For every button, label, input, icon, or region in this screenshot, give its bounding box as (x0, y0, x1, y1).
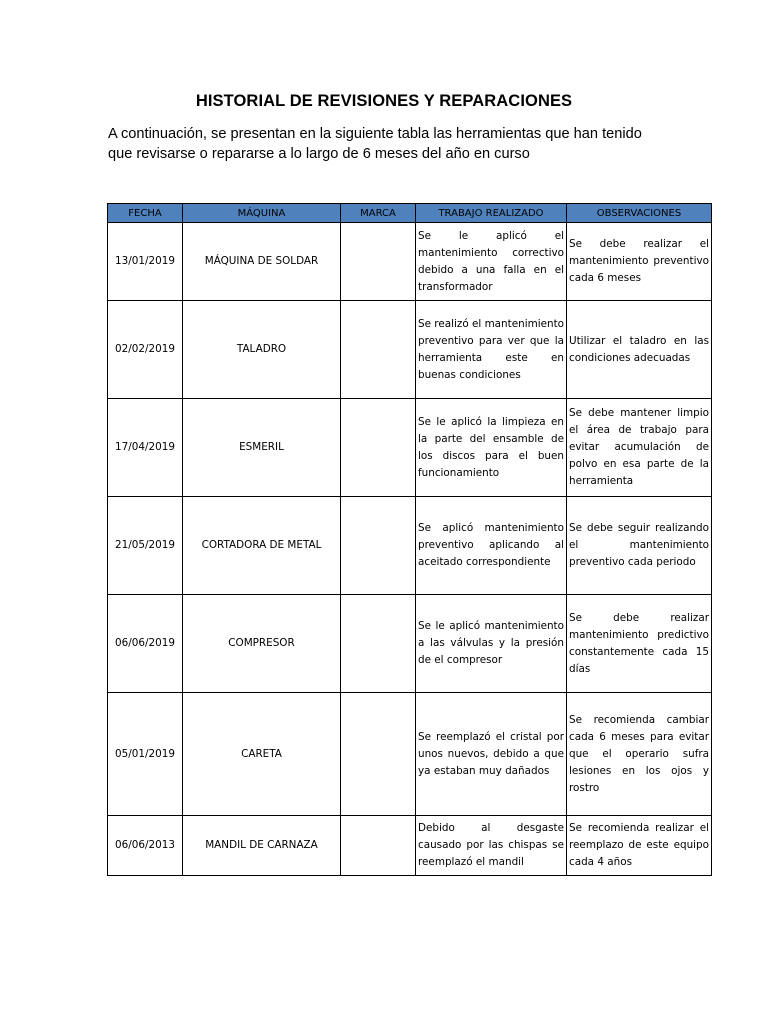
cell-trabajo: Se le aplicó la limpieza en la parte del ensamble de los discos para el buen funcionamiento (416, 399, 567, 497)
cell-marca (341, 399, 416, 497)
cell-maquina: MÁQUINA DE SOLDAR (183, 223, 341, 301)
cell-maquina: CORTADORA DE METAL (183, 497, 341, 595)
document-title: HISTORIAL DE REVISIONES Y REPARACIONES (195, 92, 573, 110)
cell-fecha: 17/04/2019 (108, 399, 183, 497)
intro-paragraph (108, 124, 708, 164)
table-row (108, 399, 712, 497)
cell-trabajo: Se le aplicó mantenimiento a las válvulas y la presión de el compresor (416, 595, 567, 693)
cell-fecha: 21/05/2019 (108, 497, 183, 595)
table-row (108, 223, 712, 301)
cell-observaciones: Se debe mantener limpio el área de trabajo para evitar acumulación de polvo en esa parte de la herramienta (567, 399, 712, 497)
cell-marca (341, 693, 416, 816)
column-header-observaciones: OBSERVACIONES (567, 204, 712, 223)
cell-fecha: 02/02/2019 (108, 301, 183, 399)
cell-fecha: 13/01/2019 (108, 223, 183, 301)
cell-marca (341, 301, 416, 399)
cell-fecha: 06/06/2019 (108, 595, 183, 693)
table-row (108, 595, 712, 693)
intro-line-2: que revisarse o repararse a lo largo de 6 meses del año en curso (108, 146, 530, 162)
cell-maquina: CARETA (183, 693, 341, 816)
cell-trabajo: Se reemplazó el cristal por unos nuevos, debido a que ya estaban muy dañados (416, 693, 567, 816)
cell-trabajo: Se realizó el mantenimiento preventivo para ver que la herramienta este en buenas condiciones (416, 301, 567, 399)
header-row (108, 204, 712, 223)
cell-fecha: 05/01/2019 (108, 693, 183, 816)
table-row (108, 816, 712, 876)
table-row (108, 693, 712, 816)
cell-trabajo: Debido al desgaste causado por las chispas se reemplazó el mandil (416, 816, 567, 876)
cell-observaciones: Se debe realizar mantenimiento predictivo constantemente cada 15 días (567, 595, 712, 693)
cell-observaciones: Utilizar el taladro en las condiciones adecuadas (567, 301, 712, 399)
cell-fecha: 06/06/2013 (108, 816, 183, 876)
cell-maquina: COMPRESOR (183, 595, 341, 693)
column-header-fecha: FECHA (108, 204, 183, 223)
cell-trabajo: Se aplicó mantenimiento preventivo aplicando al aceitado correspondiente (416, 497, 567, 595)
cell-marca (341, 223, 416, 301)
history-table (107, 203, 712, 876)
cell-observaciones: Se recomienda cambiar cada 6 meses para evitar que el operario sufra lesiones en los ojos y rostro (567, 693, 712, 816)
cell-trabajo: Se le aplicó el mantenimiento correctivo debido a una falla en el transformador (416, 223, 567, 301)
cell-marca (341, 816, 416, 876)
cell-maquina: ESMERIL (183, 399, 341, 497)
column-header-marca: MARCA (341, 204, 416, 223)
table-row (108, 497, 712, 595)
table-row (108, 301, 712, 399)
intro-line-1: A continuación, se presentan en la siguiente tabla las herramientas que han tenido (108, 126, 642, 142)
column-header-trabajo: TRABAJO REALIZADO (416, 204, 567, 223)
cell-observaciones: Se recomienda realizar el reemplazo de este equipo cada 4 años (567, 816, 712, 876)
cell-marca (341, 497, 416, 595)
cell-maquina: MANDIL DE CARNAZA (183, 816, 341, 876)
cell-observaciones: Se debe seguir realizando el mantenimiento preventivo cada periodo (567, 497, 712, 595)
column-header-maquina: MÁQUINA (183, 204, 341, 223)
cell-marca (341, 595, 416, 693)
cell-observaciones: Se debe realizar el mantenimiento preventivo cada 6 meses (567, 223, 712, 301)
cell-maquina: TALADRO (183, 301, 341, 399)
